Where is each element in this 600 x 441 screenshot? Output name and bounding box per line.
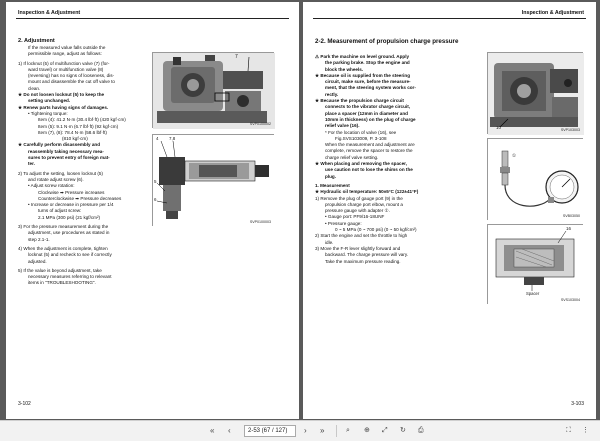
warning-shims: ★ When placing and removing the spacer, use caution not to lose the shims on the plug. xyxy=(315,161,413,179)
next-page-icon[interactable]: › xyxy=(304,426,307,435)
step-4: 4) When the adjustment is complete, tighten locknut (5) and recheck to see if correctly adjusted. xyxy=(18,245,112,264)
right-fig1-caption: SVP103003 xyxy=(560,128,580,132)
fullscreen-icon[interactable]: ⛶ xyxy=(566,427,571,434)
spacer-label: Spacer xyxy=(526,291,540,296)
step-5: 5) If the value is beyond adjustment, take necessary measures referring to relevant items in "TROUBLESHOOTING". xyxy=(18,267,112,286)
toolbar-divider xyxy=(336,425,337,437)
warning-park: ⚠ Park the machine on level ground. Apply the parking brake. Stop the engine and block the wheels. xyxy=(315,54,410,72)
right-fig3-caption: SVS103004 xyxy=(560,298,580,302)
fig1-caption: SVP0100002 xyxy=(249,122,271,126)
rotate-icon[interactable]: ↻ xyxy=(400,427,406,434)
left-page xyxy=(6,2,299,419)
charge-pump-photo-figure xyxy=(487,52,583,134)
left-page-number: 3-102 xyxy=(18,401,31,407)
valve-section-figure xyxy=(152,134,274,226)
fit-page-icon[interactable]: ⤢ xyxy=(382,427,388,434)
right-page-header: Inspection & Adjustment xyxy=(521,10,584,16)
torque-block: • Tightening torque: Item (4): 41.2 N·m (30.4 lbf·ft) (420 kgf·cm) Item (5): 9.1 N·m (6.7 lbf·ft) (92 kgf·cm) Item (7), (8): 78.4 N·m (58.6 lbf·ft) (810 kgf·cm) xyxy=(28,110,126,142)
star-icon: ★ xyxy=(18,104,24,110)
step-2: 2) To adjust the setting, loosen locknut (5) and rotate adjust screw (6). xyxy=(18,170,103,182)
right-title-row xyxy=(315,38,483,45)
star-icon: ★ xyxy=(315,72,321,78)
warning-triangle-icon: ⚠ xyxy=(315,54,321,59)
right-fig2-caption: SVB03050 xyxy=(562,214,580,218)
valve-section-illustration xyxy=(153,135,275,227)
warning-locknut: ★ Do not loosen locknut (5) to keep the setting unchanged. xyxy=(18,92,105,104)
measure-step-3: 3) Move the F-R lever slightly forward and backward. The charge pressure will vary. Take the maximum pressure reading. xyxy=(315,245,409,264)
fig2-callout-6: 6 xyxy=(154,197,157,202)
measurement-subtitle: 1. Measurement xyxy=(315,182,350,188)
intro-block: If the measured value falls outside the permissible range, adjust as follows: xyxy=(28,45,106,57)
warning-spacer: ★ Because the propulsion charge circuit connects to the vibrator charge circuit, place a spacer (12mm in diameter and 10mm in thickness) on the plug of charge relief valve (16). xyxy=(315,98,416,129)
left-text-column xyxy=(18,38,148,287)
adjust-block: • Adjust screw rotation: Clockwise ➡ Pressure increases Counterclockwise ➡ Pressure decreases • Increase or decrease in pressure per 1/4 turns of adjust screw: 2.1 MPa (300 psi) (21 kgf/cm²) xyxy=(28,183,122,220)
star-icon: ★ xyxy=(315,161,321,167)
fig1-callout: 7 xyxy=(235,54,238,60)
pump-photo-illustration xyxy=(153,53,275,129)
fig2-callout-7-8: 7,8 xyxy=(169,136,176,141)
star-icon: ★ xyxy=(315,189,321,195)
last-page-icon[interactable]: » xyxy=(320,426,325,435)
menu-icon[interactable]: ⋮ xyxy=(582,427,589,434)
warning-steering: ★ Because oil is supplied from the steering circuit, make sure, before the measure- ment, that the steering system works cor- rectly. xyxy=(315,72,416,97)
adapter-callout: ① xyxy=(512,153,517,158)
prev-page-icon[interactable]: ‹ xyxy=(228,426,231,435)
pump-photo-figure xyxy=(152,52,274,128)
fig2-callout-4: 4 xyxy=(156,136,159,141)
charge-pump-illustration xyxy=(488,53,584,135)
fig2-callout-5: 5 xyxy=(154,179,157,184)
right-text-column xyxy=(315,54,447,265)
warning-renew: ★ Renew parts having signs of damages. xyxy=(18,104,109,110)
first-page-icon[interactable]: « xyxy=(210,426,215,435)
star-icon: ★ xyxy=(18,142,24,148)
right-fig1-callout: 10 xyxy=(496,125,502,130)
print-icon[interactable]: ⎙ xyxy=(418,427,424,434)
right-page-number: 3-103 xyxy=(571,401,584,407)
oil-temp-note: Hydraulic oil temperature: 50±5°C (122±41°F) xyxy=(320,189,419,195)
pressure-gauge-illustration xyxy=(488,139,584,221)
charge-pressure-title: 2-2. Measurement of propulsion charge pressure xyxy=(315,38,459,45)
right-fig3-callout: 16 xyxy=(566,226,572,231)
location-note: * For the location of valve (16), see Fig.SVS103009, P. 3-108 When the measurement and adjustment are complete, remove the spacer to restore the charge relief valve setting. xyxy=(325,129,415,160)
left-header-rule xyxy=(16,18,289,19)
step-1: 1) If locknut (5) of multifunction valve (7) (for- ward travel) or multifunction valve (8) (reversing) has no signs of looseness, dis- mount and disassemble the cut off valve to clean. xyxy=(18,60,115,91)
right-header-rule xyxy=(313,18,586,19)
left-page-header: Inspection & Adjustment xyxy=(18,10,81,16)
gauge-block: • Gauge port: PF9/16-18UNF • Pressure gauge: 0 ~ 5 MPa (0 ~ 700 psi) (0 ~ 50 kgf/cm²) xyxy=(325,214,417,233)
measure-step-2: 2) Start the engine and set the throttle to high idle. xyxy=(315,233,408,245)
viewer-toolbar xyxy=(0,420,600,441)
search-icon[interactable]: ⌕ xyxy=(346,427,350,434)
right-page xyxy=(303,2,596,419)
adjustment-title: 2. Adjustment xyxy=(18,38,55,44)
star-icon: ★ xyxy=(315,98,321,104)
star-icon: ★ xyxy=(18,92,24,98)
pressure-gauge-figure xyxy=(487,138,583,220)
measure-step-1: 1) Remove the plug of gauge port (9) in the propulsion charge port elbow, mount a pressure gauge with adapter ①. xyxy=(315,195,403,214)
zoom-icon[interactable]: ⊕ xyxy=(364,427,370,434)
page-indicator-input[interactable]: 2-53 (67 / 127) xyxy=(244,425,296,437)
fig2-caption: SVP0100003 xyxy=(249,220,271,224)
spacer-section-figure xyxy=(487,224,583,304)
step-3: 3) For the pressure measurement during the adjustment, use procedures as stated in step 2.1-1. xyxy=(18,224,110,242)
warning-disassembly: ★ Carefully perform disassembly and reassembly taking necessary mea- sures to prevent entry of foreign mat- ter. xyxy=(18,142,110,167)
